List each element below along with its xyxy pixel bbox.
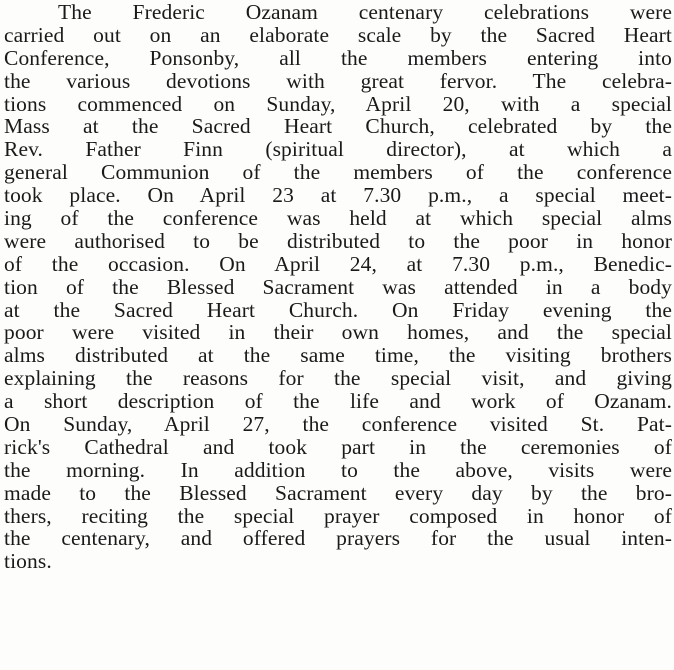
article-line: alms distributed at the same time, the visiting brothers bbox=[4, 343, 672, 368]
article-line: general Communion of the members of the conference bbox=[4, 160, 672, 185]
article-paragraph bbox=[4, 1, 672, 573]
article-line: thers, reciting the special prayer composed in honor of bbox=[4, 503, 672, 528]
article-line: The Frederic Ozanam centenary celebrations were bbox=[58, 0, 672, 24]
article-line: made to the Blessed Sacrament every day by the bro- bbox=[4, 480, 672, 505]
article-line: at the Sacred Heart Church. On Friday evening the bbox=[4, 297, 672, 322]
article-line: Conference, Ponsonby, all the members entering into bbox=[4, 45, 672, 70]
article-line: carried out on an elaborate scale by the Sacred Heart bbox=[4, 22, 672, 47]
article-line: Rev. Father Finn (spiritual director), at which a bbox=[4, 137, 672, 162]
article-line: Mass at the Sacred Heart Church, celebrated by the bbox=[4, 114, 672, 139]
article-line: ing of the conference was held at which special alms bbox=[4, 206, 672, 231]
article-line: took place. On April 23 at 7.30 p.m., a special meet- bbox=[4, 183, 672, 208]
article-line: the various devotions with great fervor. The celebra- bbox=[4, 68, 672, 93]
article-line: the morning. In addition to the above, visits were bbox=[4, 457, 672, 482]
article-line: rick's Cathedral and took part in the ceremonies of bbox=[4, 434, 672, 459]
article-line: of the occasion. On April 24, at 7.30 p.m., Benedic- bbox=[4, 251, 672, 276]
article-line: tions. bbox=[4, 549, 52, 574]
article-line: tion of the Blessed Sacrament was attended in a body bbox=[4, 274, 672, 299]
article-line: the centenary, and offered prayers for the usual inten- bbox=[4, 526, 672, 551]
article-line: a short description of the life and work of Ozanam. bbox=[4, 389, 672, 414]
article-line: On Sunday, April 27, the conference visited St. Pat- bbox=[4, 412, 672, 437]
article-line: explaining the reasons for the special visit, and giving bbox=[4, 366, 672, 391]
article-line: tions commenced on Sunday, April 20, with a special bbox=[4, 91, 672, 116]
article-line: were authorised to be distributed to the poor in honor bbox=[4, 228, 672, 253]
article-line: poor were visited in their own homes, and the special bbox=[4, 320, 672, 345]
